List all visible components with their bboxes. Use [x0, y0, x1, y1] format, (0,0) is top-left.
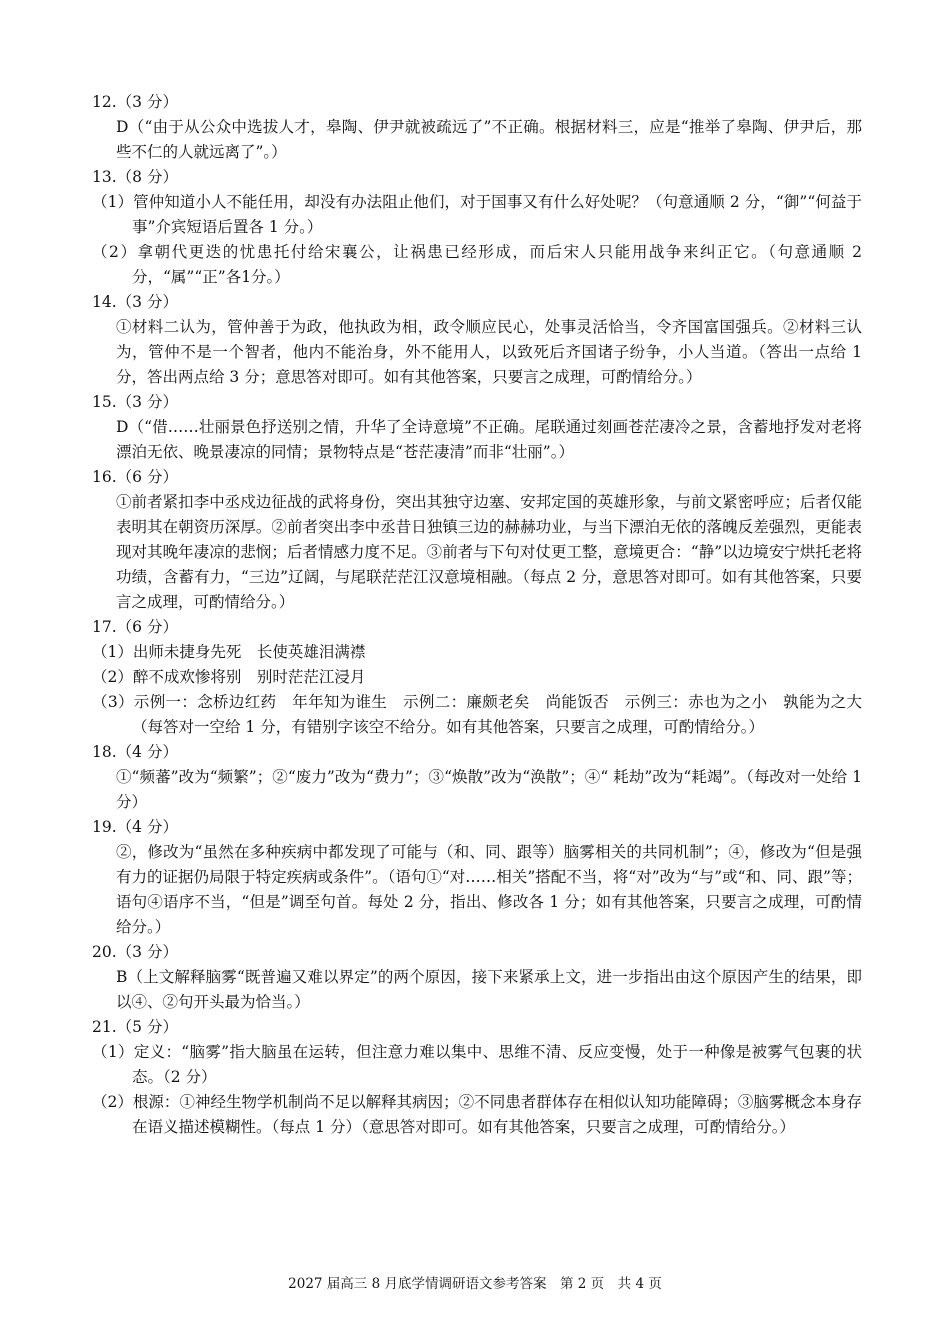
answer-sheet-body: [92, 90, 862, 1140]
answer-subitem: （1）定义：“脑雾”指大脑虽在运转，但注意力难以集中、思维不清、反应变慢，处于一种像是被雾气包裹的状态。（2 分）: [92, 1043, 862, 1086]
answer-paragraph: ①前者紧扣李中丞戍边征战的武将身份，突出其独守边塞、安邦定国的英雄形象，与前文紧密呼应；后者仅能表明其在朝资历深厚。②前者突出李中丞昔日独镇三边的赫赫功业，与当下漂泊无依的落魄反差强烈，更能表现对其晚年凄凉的悲悯；后者情感力度不足。③前者与下句对仗更工整，意境更合：“静”以边境安宁烘托老将功绩，含蓄有力，“三边”辽阔，与尾联茫茫江汉意境相融。（每点 2 分，意思答对即可。如有其他答案，只要言之成理，可酌情给分。）: [116, 493, 862, 611]
question-heading: 19.（4 分）: [92, 818, 178, 836]
answer-subitem: （1）出师未捷身先死 长使英雄泪满襟: [92, 643, 366, 661]
answer-paragraph: D（“借……壮丽景色抒送别之情，升华了全诗意境”不正确。尾联通过刻画苍茫凄冷之景，含蓄地抒发对老将漂泊无依、晚景凄凉的同情；景物特点是“苍茫凄清”而非“壮丽”。）: [116, 418, 862, 461]
question-heading: 16.（6 分）: [92, 468, 178, 486]
answer-paragraph: B（上文解释脑雾“既普遍又难以界定”的两个原因，接下来紧承上文，进一步指出由这个原因产生的结果，即以④、②句开头最为恰当。）: [116, 968, 862, 1011]
question-18: [92, 740, 862, 815]
question-heading: 15.（3 分）: [92, 393, 178, 411]
question-21: [92, 1015, 862, 1140]
answer-paragraph: ②，修改为“虽然在多种疾病中都发现了可能与（和、同、跟等）脑雾相关的共同机制”；④，修改为“但是强有力的证据仍局限于特定疾病或条件”。（语句①“对……相关”搭配不当，将“对”改为“与”或“和、同、跟”等；语句④语序不当，“但是”调至句首。每处 2 分，指出、修改各 1 分；如有其他答案，只要言之成理，可酌情给分。）: [116, 843, 862, 936]
answer-paragraph: ①“频蕃”改为“频繁”；②“废力”改为“费力”；③“焕散”改为“涣散”；④“ 耗劫”改为“耗竭”。（每改对一处给 1 分）: [116, 768, 862, 811]
question-heading: 20.（3 分）: [92, 943, 178, 961]
question-17: [92, 615, 862, 740]
answer-paragraph: D（“由于从公众中选拔人才，皋陶、伊尹就被疏远了”不正确。根据材料三，应是“推举了皋陶、伊尹后，那些不仁的人就远离了”。）: [116, 118, 862, 161]
question-16: [92, 465, 862, 615]
question-13: [92, 165, 862, 290]
question-heading: 18.（4 分）: [92, 743, 178, 761]
answer-subitem: （1）管仲知道小人不能任用，却没有办法阻止他们，对于国事又有什么好处呢？（句意通顺 2 分，“御”“何益于事”介宾短语后置各 1 分。）: [92, 193, 862, 236]
question-15: [92, 390, 862, 465]
answer-paragraph: ①材料二认为，管仲善于为政，他执政为相，政令顺应民心，处事灵活恰当，令齐国富国强兵。②材料三认为，管仲不是一个智者，他内不能治身，外不能用人，以致死后齐国诸子纷争，小人当道。（答出一点给 1 分，答出两点给 3 分；意思答对即可。如有其他答案，只要言之成理，可酌情给分。）: [116, 318, 862, 386]
question-12: [92, 90, 862, 165]
answer-subitem: （2）根源：①神经生物学机制尚不足以解释其病因；②不同患者群体存在相似认知功能障碍；③脑雾概念本身存在语义描述模糊性。（每点 1 分）（意思答对即可。如有其他答案，只要言之成理，可酌情给分。）: [92, 1093, 862, 1136]
question-19: [92, 815, 862, 940]
answer-subitem: （3）示例一：念桥边红药 年年知为谁生 示例二：廉颇老矣 尚能饭否 示例三：赤也为之小 孰能为之大（每答对一空给 1 分，有错别字该空不给分。如有其他答案，只要言之成理，可酌情给分。）: [92, 693, 862, 736]
question-heading: 14.（3 分）: [92, 293, 178, 311]
question-heading: 21.（5 分）: [92, 1018, 178, 1036]
question-heading: 17.（6 分）: [92, 618, 178, 636]
answer-subitem: （2）醉不成欢惨将别 别时茫茫江浸月: [92, 668, 366, 686]
question-heading: 13.（8 分）: [92, 168, 178, 186]
question-heading: 12.（3 分）: [92, 93, 178, 111]
page-footer: 2027 届高三 8 月底学情调研语文参考答案 第 2 页 共 4 页: [288, 1276, 662, 1292]
answer-subitem: （2）拿朝代更迭的忧患托付给宋襄公，让祸患已经形成，而后宋人只能用战争来纠正它。（句意通顺 2分，“属”“正”各1分。）: [92, 243, 862, 286]
question-14: [92, 290, 862, 390]
question-20: [92, 940, 862, 1015]
